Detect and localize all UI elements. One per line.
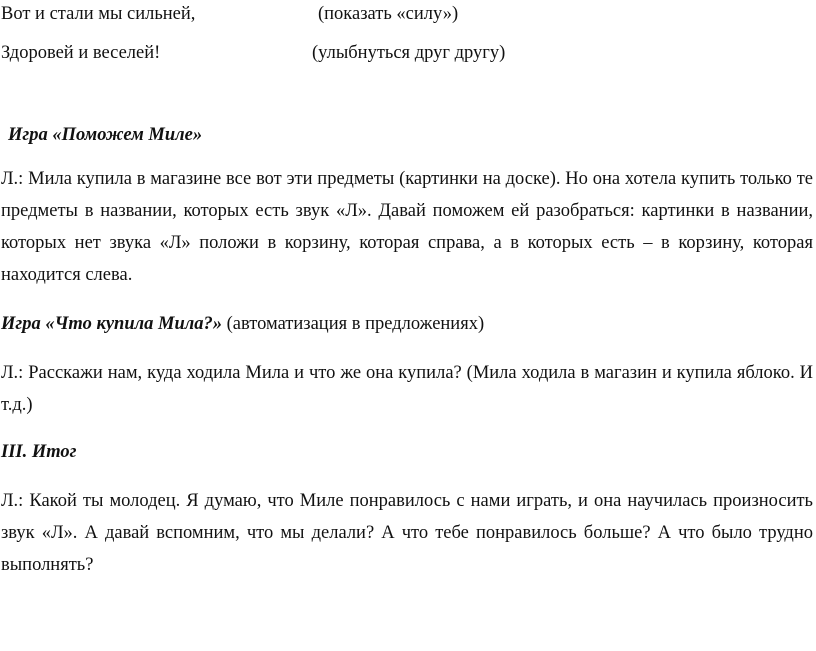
verse-line-1-action: (показать «силу»): [318, 4, 459, 24]
game2-note: (автоматизация в предложениях): [221, 314, 485, 334]
verse-line-2-text: Здоровей и веселей!: [1, 43, 161, 63]
game2-heading: [1, 313, 484, 335]
game2-title: Игра «Что купила Мила?»: [1, 314, 222, 334]
verse-line-1-text: Вот и стали мы сильней,: [1, 4, 196, 24]
section3-paragraph: Л.: Какой ты молодец. Я думаю, что Миле понравилось с нами играть, и она научилась произносить звук «Л». А давай вспомним, что мы делали? А что тебе понравилось больше? А что было трудно выполнять?: [1, 491, 813, 575]
game1-title: Игра «Поможем Миле»: [8, 125, 203, 145]
game1-paragraph: Л.: Мила купила в магазине все вот эти предметы (картинки на доске). Но она хотела купить только те предметы в названии, которых есть звук «Л». Давай поможем ей разобраться: картинки в названии, которых нет звука «Л» положи в корзину, которая справа, а в которых есть – в корзину, которая находится слева.: [1, 169, 813, 285]
section3-title: III. Итог: [1, 442, 77, 462]
verse-line-1: [1, 3, 459, 25]
verse-line-2: [1, 42, 506, 64]
verse-line-2-action: (улыбнуться друг другу): [312, 43, 506, 63]
game2-paragraph: Л.: Расскажи нам, куда ходила Мила и что же она купила? (Мила ходила в магазин и купила яблоко. И т.д.): [1, 363, 813, 415]
